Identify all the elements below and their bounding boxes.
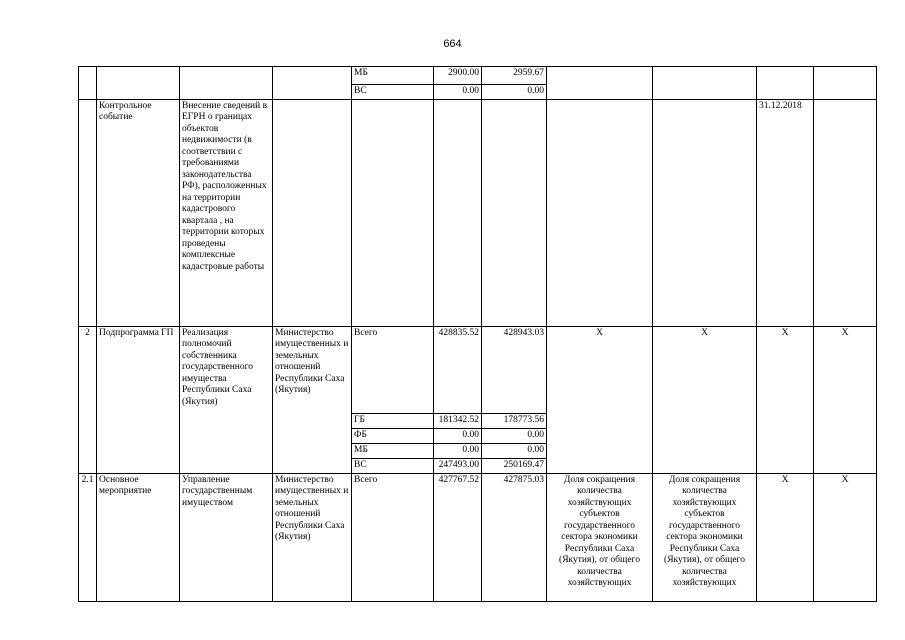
value-cell: 427767.52 <box>434 473 482 601</box>
main-activity-executor: Министерство имущественных и земельных отношений Республики Саха (Якутия) <box>273 473 352 601</box>
table-row <box>79 326 877 413</box>
main-activity-description: Управление государственным имуществом <box>180 473 273 601</box>
x-cell: X <box>814 326 877 473</box>
value-cell: 427875.03 <box>482 473 547 601</box>
value-cell: 247493.00 <box>434 458 482 473</box>
subprogram-description: Реализация полномочий собственника государственного имущества Республики Саха (Якутия) <box>180 326 273 473</box>
value-cell: 2900.00 <box>434 67 482 85</box>
subprogram-executor: Министерство имущественных и земельных отношений Республики Саха (Якутия) <box>273 326 352 473</box>
control-event-name: Контрольное событие <box>97 99 180 326</box>
row-number: 2 <box>79 326 97 473</box>
source-cell: МБ <box>352 443 434 458</box>
value-cell: 0.00 <box>434 428 482 443</box>
source-cell: Всего <box>352 473 434 601</box>
control-event-description: Внесение сведений в ЕГРН о границах объектов недвижимости (в соответствии с требованиями законодательства РФ), расположенных на территории кадастрового квартала , на территории которых проведены комплексные кадастровые работы <box>180 99 273 326</box>
value-cell: 250169.47 <box>482 458 547 473</box>
main-activity-name: Основное мероприятие <box>97 473 180 601</box>
source-cell: Всего <box>352 326 434 413</box>
value-cell: 428943.03 <box>482 326 547 413</box>
value-cell: 0.00 <box>434 443 482 458</box>
x-cell: X <box>757 473 814 601</box>
value-cell: 2959.67 <box>482 67 547 85</box>
value-cell: 0.00 <box>434 85 482 100</box>
value-cell: 0.00 <box>482 85 547 100</box>
value-cell: 178773.56 <box>482 413 547 428</box>
indicator-cell: Доля сокращения количества хозяйствующих субъектов государственного сектора экономики Республики Саха (Якутия), от общего количества хозяйствующих <box>653 473 757 601</box>
x-cell: X <box>814 473 877 601</box>
source-cell: ГБ <box>352 413 434 428</box>
row-number: 2.1 <box>79 473 97 601</box>
source-cell: ВС <box>352 85 434 100</box>
indicator-cell: Доля сокращения количества хозяйствующих субъектов государственного сектора экономики Республики Саха (Якутия), от общего количества хозяйствующих <box>547 473 653 601</box>
table-row <box>79 99 877 326</box>
page-number: 664 <box>443 38 462 50</box>
x-cell: X <box>547 326 653 473</box>
x-cell: X <box>653 326 757 473</box>
value-cell: 181342.52 <box>434 413 482 428</box>
source-cell: ВС <box>352 458 434 473</box>
program-table <box>78 66 877 602</box>
table-row <box>79 67 877 85</box>
value-cell: 428835.52 <box>434 326 482 413</box>
value-cell: 0.00 <box>482 443 547 458</box>
table-row <box>79 473 877 601</box>
subprogram-name: Подпрограмма ГП <box>97 326 180 473</box>
source-cell: ФБ <box>352 428 434 443</box>
value-cell: 0.00 <box>482 428 547 443</box>
control-event-date: 31.12.2018 <box>757 99 814 326</box>
source-cell: МБ <box>352 67 434 85</box>
x-cell: X <box>757 326 814 473</box>
